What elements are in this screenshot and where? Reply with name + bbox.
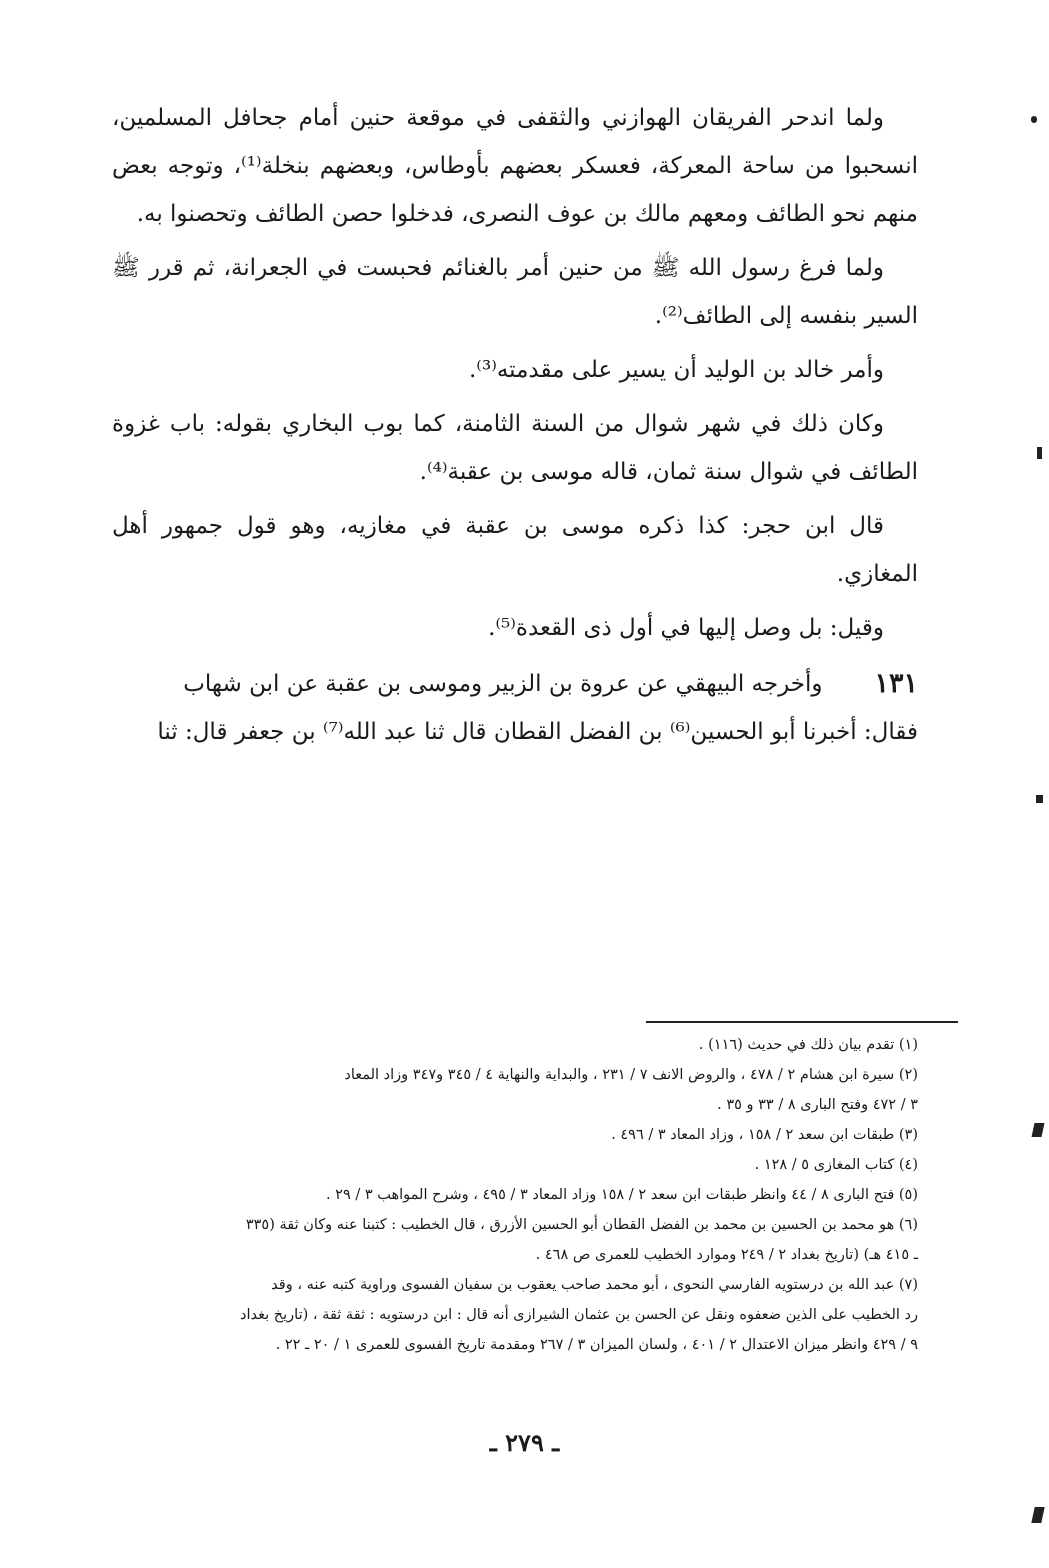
footnote-6-continued: ـ ٤١٥ هـ) (تاريخ بغداد ٢ / ٢٤٩ وموارد الخطيب للعمرى ص ٤٦٨ . (535, 1247, 918, 1263)
hadith-block (112, 660, 918, 756)
footnote-2: (٢) سيرة ابن هشام ٢ / ٤٧٨ ، والروض الانف ٧ / ٢٣١ ، والبداية والنهاية ٤ / ٣٤٥ و٣٤٧ وزاد المعاد (344, 1067, 918, 1083)
paragraph: وكان ذلك في شهر شوال من السنة الثامنة، كما بوب البخاري بقوله: باب غزوة الطائف في شوال سنة ثمان، قاله موسى بن عقبة⁽⁴⁾. (112, 411, 918, 485)
footnote-7-continued-2: ٩ / ٤٢٩ وانظر ميزان الاعتدال ٢ / ٤٠١ ، ولسان الميزان ٣ / ٢٦٧ ومقدمة تاريخ الفسوى للعمرى ١ / ٢٠ ـ ٢٢ . (275, 1337, 918, 1353)
hadith-text-line2: فقال: أخبرنا أبو الحسين⁽⁶⁾ بن الفضل القطان قال ثنا عبد الله⁽⁷⁾ بن جعفر قال: ثنا (157, 719, 918, 745)
paragraph: قال ابن حجر: كذا ذكره موسى بن عقبة في مغازيه، وهو قول جمهور أهل المغازي. (112, 513, 918, 587)
hadith-text-line1: وأخرجه البيهقي عن عروة بن الزبير وموسى بن عقبة عن ابن شهاب (183, 671, 823, 697)
main-text (112, 94, 918, 756)
paragraph: ولما اندحر الفريقان الهوازني والثقفى في موقعة حنين أمام جحافل المسلمين، انسحبوا من ساحة المعركة، فعسكر بعضهم بأوطاس، وبعضهم بنخلة⁽¹⁾، وتوجه بعض منهم نحو الطائف ومعهم مالك بن عوف النصرى، فدخلوا حصن الطائف وتحصنوا به. (112, 105, 919, 227)
footnote-4: (٤) كتاب المغازى ٥ / ١٢٨ . (754, 1157, 918, 1173)
paragraph: وأمر خالد بن الوليد أن يسير على مقدمته⁽³⁾. (468, 357, 884, 383)
scan-mark (1031, 1507, 1044, 1523)
footnote-7: (٧) عبد الله بن درستويه الفارسي النحوى ، أبو محمد صاحب يعقوب بن سفيان الفسوى وراوية كتبه عنه ، وقد (271, 1277, 918, 1293)
hadith-first-line (112, 660, 918, 708)
paragraph: وقيل: بل وصل إليها في أول ذى القعدة⁽⁵⁾. (488, 615, 884, 641)
page-number: ـ ٢٧٩ ـ (489, 1428, 560, 1457)
footnote-separator (646, 1021, 958, 1023)
footnote-2-continued: ٣ / ٤٧٢ وفتح البارى ٨ / ٣٣ و ٣٥ . (717, 1097, 918, 1113)
scan-mark (1031, 116, 1037, 123)
footnote-5: (٥) فتح البارى ٨ / ٤٤ وانظر طبقات ابن سعد ٢ / ١٥٨ وزاد المعاد ٣ / ٤٩٥ ، وشرح المواهب ٣ / ٢٩ . (325, 1187, 918, 1203)
footnote-6: (٦) هو محمد بن الحسين بن محمد بن الفضل القطان أبو الحسين الأزرق ، قال الخطيب : كتبنا عنه وكان ثقة (٣٣٥ (245, 1217, 918, 1233)
scan-mark (1036, 795, 1043, 803)
scan-mark (1037, 447, 1042, 459)
footnote-3: (٣) طبقات ابن سعد ٢ / ١٥٨ ، وزاد المعاد ٣ / ٤٩٦ . (611, 1127, 918, 1143)
paragraph: ولما فرغ رسول الله ﷺ من حنين أمر بالغنائم فحبست في الجعرانة، ثم قرر ﷺ السير بنفسه إلى الطائف⁽²⁾. (112, 255, 918, 329)
hadith-number: ١٣١ (874, 668, 918, 699)
footnote-7-continued: رد الخطيب على الذين ضعفوه ونقل عن الحسن بن عثمان الشيرازى أنه قال : ابن درستويه : ثقة ثقة ، (تاريخ بغداد (240, 1307, 918, 1323)
footnotes (112, 1030, 918, 1360)
footnote-1: (١) تقدم بيان ذلك في حديث (١١٦) . (698, 1037, 918, 1053)
scan-mark (1032, 1123, 1045, 1137)
